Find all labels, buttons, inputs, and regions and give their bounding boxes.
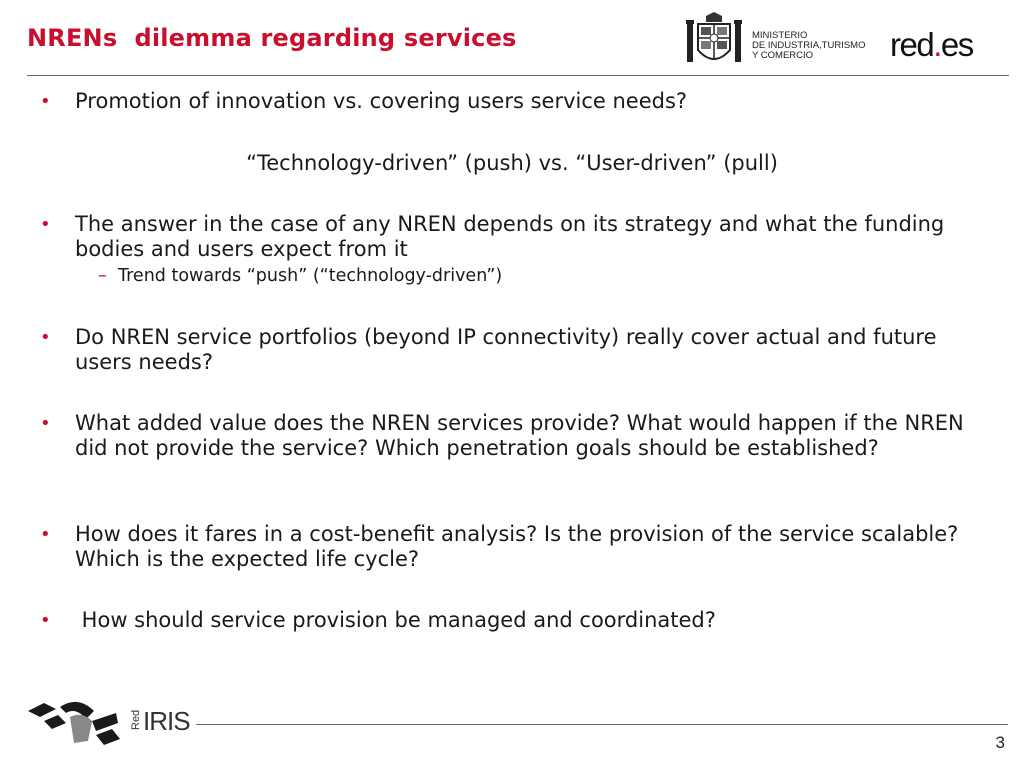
spain-coat-of-arms-icon [686,12,742,70]
bullet-marker: • [40,524,51,545]
red-es-logo-dot: . [933,26,941,63]
red-es-logo-text: red [890,26,934,63]
ministry-line: MINISTERIO [752,30,808,41]
bullet-marker: • [40,214,51,235]
red-es-logo [890,26,973,64]
rediris-emblem-icon [26,697,122,747]
bullet-text: Promotion of innovation vs. covering users service needs? [75,89,688,113]
slide-title: NRENs dilemma regarding services [27,24,517,52]
sub-bullet-text: Trend towards “push” (“technology-driven”) [118,266,503,286]
centered-statement: “Technology-driven” (push) vs. “User-driven” (pull) [246,151,778,175]
rediris-small-text: Red [130,709,142,730]
rediris-wordmark [130,706,190,736]
sub-bullet-marker: – [98,266,107,286]
bullet-text: Do NREN service portfolios (beyond IP connectivity) really cover actual and future users needs? [75,325,937,374]
bullet-text: The answer in the case of any NREN depends on its strategy and what the funding bodies and users expect from it [75,212,945,261]
red-es-logo-text: es [940,26,973,63]
bullet-text: How does it fares in a cost-benefit analysis? Is the provision of the service scalable? Which is the expected life cycle? [75,522,959,571]
bullet-marker: • [40,327,51,348]
rediris-large-text: IRIS [143,706,190,736]
ministry-line: DE INDUSTRIA,TURISMO [752,40,866,51]
bullet-marker: • [40,610,51,631]
header-divider [27,75,1009,76]
footer-divider [196,724,1008,725]
bullet-marker: • [40,91,51,112]
bullet-text: How should service provision be managed and coordinated? [75,608,716,632]
ministry-line: Y COMERCIO [752,50,814,61]
bullet-text: What added value does the NREN services provide? What would happen if the NREN did not provide the service? Which penetration goals should be established? [75,411,964,460]
bullet-marker: • [40,413,51,434]
ministry-label [752,31,865,61]
page-number: 3 [995,733,1005,752]
